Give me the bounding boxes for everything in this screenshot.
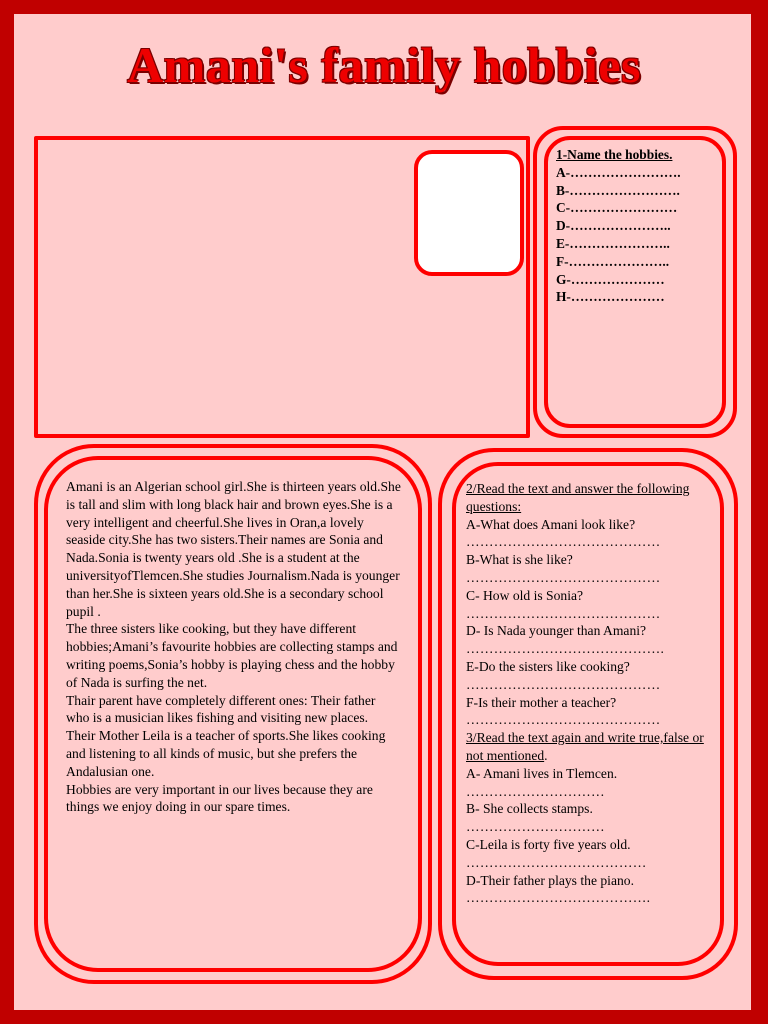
questions-exercise: [466, 480, 712, 907]
statement-line-b[interactable]: …………………………: [466, 819, 605, 835]
question-b: B-What is she like?: [466, 552, 573, 568]
answer-line-a[interactable]: ……………………………………: [466, 534, 661, 550]
story-paragraph: Their Mother Leila is a teacher of sports.She likes cooking and listening to all kinds of music, but she prefers the Andalusian one.: [66, 728, 386, 779]
hobby-line-g[interactable]: G-…………………: [556, 271, 665, 287]
hobby-line-c[interactable]: C-……………………: [556, 200, 678, 216]
statement-c: C-Leila is forty five years old.: [466, 836, 631, 852]
truefalse-heading-wrap: [466, 729, 712, 765]
hobby-line-h[interactable]: H-…………………: [556, 289, 665, 305]
hobbies-exercise: [556, 146, 716, 306]
question-a: A-What does Amani look like?: [466, 516, 636, 532]
question-d: D- Is Nada younger than Amani?: [466, 623, 647, 639]
answer-line-e[interactable]: ……………………………………: [466, 676, 661, 692]
truefalse-heading-end: .: [544, 747, 548, 763]
hobby-line-d[interactable]: D-…………………..: [556, 218, 671, 234]
question-e: E-Do the sisters like cooking?: [466, 658, 630, 674]
truefalse-heading: 3/Read the text again and write true,false or not mentioned: [466, 730, 704, 763]
statement-line-c[interactable]: …………………………………: [466, 854, 647, 870]
answer-line-c[interactable]: ……………………………………: [466, 605, 661, 621]
hobby-line-b[interactable]: B-…………………….: [556, 182, 680, 198]
hobby-line-e[interactable]: E-…………………..: [556, 235, 670, 251]
answer-line-b[interactable]: ……………………………………: [466, 569, 661, 585]
statement-d: D-Their father plays the piano.: [466, 872, 634, 888]
story-paragraph: The three sisters like cooking, but they have different hobbies;Amani’s favourite hobbies are collecting stamps and writing poems,Sonia’s hobby is playing chess and the hobby of Nada is surfing the net.: [66, 621, 398, 690]
hobby-line-f[interactable]: F-…………………..: [556, 253, 670, 269]
questions-heading: 2/Read the text and answer the following questions:: [466, 481, 690, 514]
answer-line-d[interactable]: …………………………………….: [466, 641, 665, 657]
answer-line-f[interactable]: ……………………………………: [466, 712, 661, 728]
hobby-line-a[interactable]: A-…………………….: [556, 164, 681, 180]
story-paragraph: Hobbies are very important in our lives because they are things we enjoy doing in our spare times.: [66, 781, 373, 815]
question-c: C- How old is Sonia?: [466, 587, 584, 603]
story-paragraph: Thair parent have completely different ones: Their father who is a musician likes fishing and visiting new places.: [66, 692, 376, 726]
hobbies-heading: 1-Name the hobbies.: [556, 147, 673, 162]
statement-line-a[interactable]: …………………………: [466, 783, 605, 799]
statement-line-d[interactable]: ………………………………….: [466, 890, 651, 906]
reading-text: [66, 478, 402, 816]
statement-a: A- Amani lives in Tlemcen.: [466, 765, 618, 781]
question-f: F-Is their mother a teacher?: [466, 694, 617, 710]
small-picture-box: [414, 150, 524, 276]
statement-b: B- She collects stamps.: [466, 801, 593, 817]
story-paragraph: Amani is an Algerian school girl.She is thirteen years old.She is tall and slim with long black hair and brown eyes.She is a very intelligent and cheerful.She lives in Oran,a lovely seaside city.She has two sisters.Their names are Sonia and Nada.Sonia is twenty years old .She is a student at the universityofTlemcen.She studies Journalism.Nada is younger than her.She is sixteen years old.She is a secondary school pupil .: [66, 479, 401, 619]
page-title: Amani's family hobbies: [127, 37, 641, 93]
